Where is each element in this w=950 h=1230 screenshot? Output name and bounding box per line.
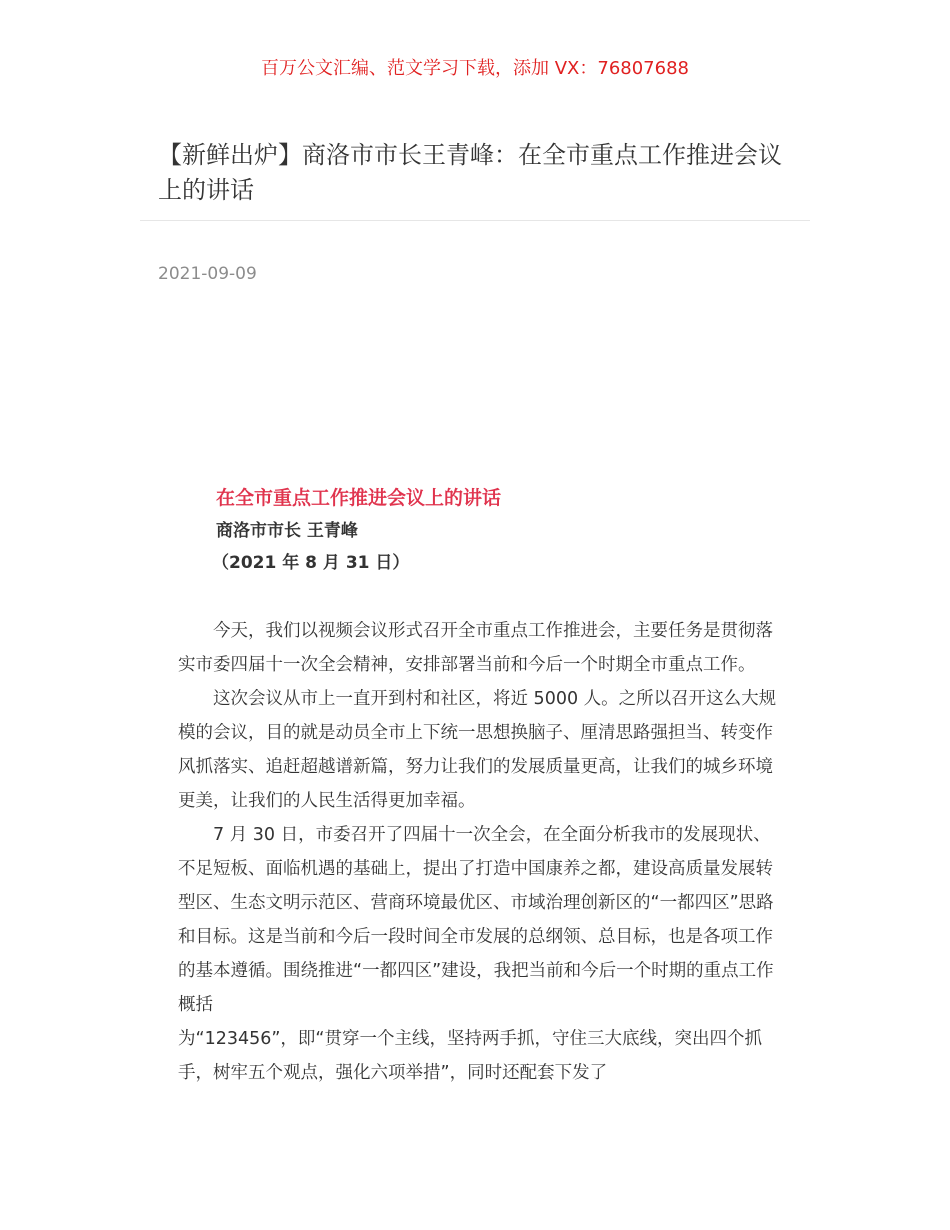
article-title: 【新鲜出炉】商洛市市长王青峰：在全市重点工作推进会议上的讲话 (158, 141, 782, 204)
body-paragraph: 为“123456”，即“贯穿一个主线，坚持两手抓，守住三大底线，突出四个抓手，树牢五个观点，强化六项举措”，同时还配套下发了 (178, 1029, 763, 1083)
speech-title: 在全市重点工作推进会议上的讲话 (216, 487, 502, 509)
body-paragraph: 这次会议从市上一直开到村和社区，将近 5000 人。之所以召开这么大规模的会议，目的就是动员全市上下统一思想换脑子、厘清思路强担当、转变作风抓落实、追赶超越谱新篇，努力让我们的发展质量更高，让我们的城乡环境更美，让我们的人民生活得更加幸福。 (178, 689, 777, 811)
body-paragraph: 7 月 30 日，市委召开了四届十一次全会，在全面分析我市的发展现状、不足短板、面临机遇的基础上，提出了打造中国康养之都，建设高质量发展转型区、生态文明示范区、营商环境最优区、市域治理创新区的“一都四区”思路和目标。这是当前和今后一段时间全市发展的总纲领、总目标，也是各项工作的基本遵循。围绕推进“一都四区”建设，我把当前和今后一个时期的重点工作概括 (178, 825, 774, 1015)
title-divider (140, 220, 810, 221)
download-banner: 百万公文汇编、范文学习下载，添加 VX：76807688 (261, 58, 689, 79)
publish-date: 2021-09-09 (158, 264, 257, 284)
speaker-line: 商洛市市长 王青峰 (216, 521, 358, 541)
speech-body (178, 614, 778, 1090)
speech-date: （2021 年 8 月 31 日） (212, 553, 410, 573)
body-paragraph: 今天，我们以视频会议形式召开全市重点工作推进会，主要任务是贯彻落实市委四届十一次全会精神，安排部署当前和今后一个时期全市重点工作。 (178, 621, 773, 675)
